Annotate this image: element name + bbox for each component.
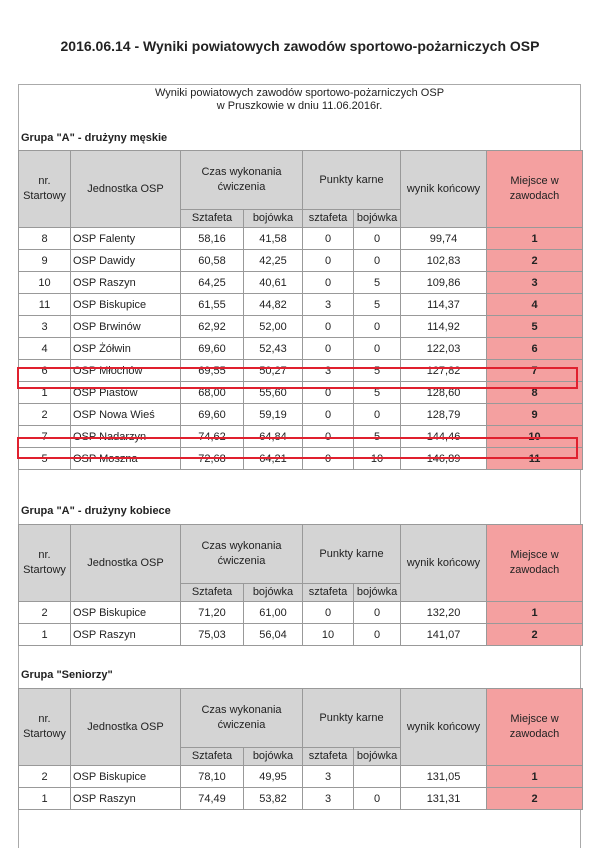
cell-bojowka: 52,00 [244, 316, 303, 338]
cell-place: 7 [487, 360, 583, 382]
cell-penalty-bojowka: 0 [354, 228, 401, 250]
cell-unit: OSP Żółwin [71, 338, 181, 360]
cell-sztafeta: 58,16 [181, 228, 244, 250]
header-start-no: nr. Startowy [19, 151, 71, 228]
cell-bojowka: 44,82 [244, 294, 303, 316]
cell-penalty-sztafeta: 0 [303, 448, 354, 470]
header-sztafeta-penalty: sztafeta [303, 210, 354, 228]
table-row [19, 294, 583, 316]
header-penalty: Punkty karne [303, 525, 401, 584]
cell-sztafeta: 69,55 [181, 360, 244, 382]
group-title-women: Grupa "A" - drużyny kobiece [21, 505, 171, 517]
cell-penalty-bojowka: 0 [354, 316, 401, 338]
cell-penalty-bojowka: 5 [354, 360, 401, 382]
cell-penalty-sztafeta: 10 [303, 624, 354, 646]
results-table-seniors [18, 688, 583, 810]
table-row [19, 766, 583, 788]
cell-unit: OSP Raszyn [71, 624, 181, 646]
cell-place: 2 [487, 788, 583, 810]
cell-sztafeta: 64,25 [181, 272, 244, 294]
cell-bojowka: 64,21 [244, 448, 303, 470]
cell-sztafeta: 75,03 [181, 624, 244, 646]
cell-start-no: 6 [19, 360, 71, 382]
table-row [19, 316, 583, 338]
cell-result: 132,20 [401, 602, 487, 624]
cell-place: 6 [487, 338, 583, 360]
cell-result: 141,07 [401, 624, 487, 646]
cell-unit: OSP Raszyn [71, 272, 181, 294]
document-title [18, 87, 581, 113]
cell-sztafeta: 68,00 [181, 382, 244, 404]
cell-result: 114,92 [401, 316, 487, 338]
cell-penalty-sztafeta: 0 [303, 272, 354, 294]
header-penalty: Punkty karne [303, 689, 401, 748]
cell-start-no: 2 [19, 404, 71, 426]
cell-unit: OSP Młochów [71, 360, 181, 382]
cell-place: 4 [487, 294, 583, 316]
cell-result: 131,31 [401, 788, 487, 810]
cell-sztafeta: 69,60 [181, 404, 244, 426]
header-bojowka-penalty: bojówka [354, 748, 401, 766]
cell-penalty-sztafeta: 0 [303, 250, 354, 272]
cell-place: 11 [487, 448, 583, 470]
cell-bojowka: 64,84 [244, 426, 303, 448]
cell-result: 128,79 [401, 404, 487, 426]
header-time: Czas wykonania ćwiczenia [181, 525, 303, 584]
table-row [19, 228, 583, 250]
cell-start-no: 9 [19, 250, 71, 272]
table-row [19, 250, 583, 272]
cell-penalty-sztafeta: 3 [303, 360, 354, 382]
cell-result: 128,60 [401, 382, 487, 404]
cell-result: 122,03 [401, 338, 487, 360]
cell-penalty-bojowka: 0 [354, 602, 401, 624]
table-row [19, 788, 583, 810]
results-table-men [18, 150, 583, 470]
header-bojowka-penalty: bojówka [354, 210, 401, 228]
cell-penalty-bojowka: 10 [354, 448, 401, 470]
cell-place: 1 [487, 228, 583, 250]
cell-bojowka: 55,60 [244, 382, 303, 404]
group-title-men: Grupa "A" - drużyny męskie [21, 132, 168, 144]
header-sztafeta: Sztafeta [181, 210, 244, 228]
header-bojowka-penalty: bojówka [354, 584, 401, 602]
highlight-mlochow [17, 367, 578, 389]
cell-penalty-sztafeta: 0 [303, 602, 354, 624]
group-title-seniors: Grupa "Seniorzy" [21, 669, 113, 681]
table-row [19, 272, 583, 294]
header-penalty: Punkty karne [303, 151, 401, 210]
cell-place: 2 [487, 624, 583, 646]
table-row [19, 338, 583, 360]
cell-start-no: 4 [19, 338, 71, 360]
cell-penalty-sztafeta: 3 [303, 294, 354, 316]
cell-bojowka: 49,95 [244, 766, 303, 788]
cell-unit: OSP Nadarzyn [71, 426, 181, 448]
header-start-no: nr. Startowy [19, 689, 71, 766]
cell-unit: OSP Falenty [71, 228, 181, 250]
cell-sztafeta: 72,68 [181, 448, 244, 470]
cell-start-no: 3 [19, 316, 71, 338]
header-sztafeta: Sztafeta [181, 584, 244, 602]
cell-penalty-sztafeta: 0 [303, 316, 354, 338]
cell-result: 127,82 [401, 360, 487, 382]
cell-bojowka: 40,61 [244, 272, 303, 294]
cell-bojowka: 41,58 [244, 228, 303, 250]
cell-penalty-sztafeta: 0 [303, 404, 354, 426]
cell-unit: OSP Raszyn [71, 788, 181, 810]
cell-start-no: 10 [19, 272, 71, 294]
cell-penalty-sztafeta: 0 [303, 228, 354, 250]
cell-start-no: 5 [19, 448, 71, 470]
cell-bojowka: 50,27 [244, 360, 303, 382]
cell-penalty-bojowka: 0 [354, 404, 401, 426]
cell-place: 1 [487, 602, 583, 624]
cell-result: 146,89 [401, 448, 487, 470]
header-unit: Jednostka OSP [71, 689, 181, 766]
cell-start-no: 1 [19, 624, 71, 646]
header-place: Miejsce w zawodach [487, 525, 583, 602]
cell-sztafeta: 78,10 [181, 766, 244, 788]
cell-start-no: 1 [19, 788, 71, 810]
header-unit: Jednostka OSP [71, 151, 181, 228]
cell-place: 5 [487, 316, 583, 338]
header-sztafeta: Sztafeta [181, 748, 244, 766]
cell-penalty-sztafeta: 3 [303, 788, 354, 810]
header-place: Miejsce w zawodach [487, 151, 583, 228]
cell-sztafeta: 62,92 [181, 316, 244, 338]
cell-result: 144,46 [401, 426, 487, 448]
cell-sztafeta: 60,58 [181, 250, 244, 272]
document-title-line1: Wyniki powiatowych zawodów sportowo-pożarniczych OSP [154, 87, 445, 99]
header-time: Czas wykonania ćwiczenia [181, 689, 303, 748]
cell-start-no: 2 [19, 602, 71, 624]
cell-result: 131,05 [401, 766, 487, 788]
cell-penalty-bojowka: 0 [354, 788, 401, 810]
cell-start-no: 1 [19, 382, 71, 404]
cell-penalty-sztafeta: 0 [303, 382, 354, 404]
cell-place: 1 [487, 766, 583, 788]
table-row [19, 404, 583, 426]
highlight-nadarzyn [17, 437, 578, 459]
cell-start-no: 7 [19, 426, 71, 448]
cell-penalty-sztafeta: 0 [303, 338, 354, 360]
cell-unit: OSP Dawidy [71, 250, 181, 272]
cell-place: 9 [487, 404, 583, 426]
header-start-no: nr. Startowy [19, 525, 71, 602]
cell-penalty-sztafeta: 3 [303, 766, 354, 788]
document-title-line2: w Pruszkowie w dniu 11.06.2016r. [216, 100, 383, 112]
cell-unit: OSP Biskupice [71, 766, 181, 788]
cell-bojowka: 52,43 [244, 338, 303, 360]
header-sztafeta-penalty: sztafeta [303, 748, 354, 766]
cell-sztafeta: 69,60 [181, 338, 244, 360]
cell-bojowka: 61,00 [244, 602, 303, 624]
table-row [19, 624, 583, 646]
cell-sztafeta: 71,20 [181, 602, 244, 624]
cell-result: 114,37 [401, 294, 487, 316]
cell-penalty-bojowka [354, 766, 401, 788]
cell-result: 99,74 [401, 228, 487, 250]
cell-sztafeta: 61,55 [181, 294, 244, 316]
header-unit: Jednostka OSP [71, 525, 181, 602]
cell-penalty-bojowka: 5 [354, 382, 401, 404]
cell-unit: OSP Biskupice [71, 602, 181, 624]
cell-bojowka: 59,19 [244, 404, 303, 426]
table-row [19, 602, 583, 624]
header-time: Czas wykonania ćwiczenia [181, 151, 303, 210]
cell-sztafeta: 74,49 [181, 788, 244, 810]
cell-penalty-bojowka: 0 [354, 250, 401, 272]
cell-result: 109,86 [401, 272, 487, 294]
cell-start-no: 2 [19, 766, 71, 788]
cell-penalty-bojowka: 5 [354, 272, 401, 294]
header-result: wynik końcowy [401, 151, 487, 228]
cell-place: 3 [487, 272, 583, 294]
header-result: wynik końcowy [401, 525, 487, 602]
cell-penalty-bojowka: 0 [354, 624, 401, 646]
cell-place: 10 [487, 426, 583, 448]
cell-unit: OSP Piastów [71, 382, 181, 404]
cell-penalty-bojowka: 5 [354, 426, 401, 448]
cell-sztafeta: 74,62 [181, 426, 244, 448]
header-result: wynik końcowy [401, 689, 487, 766]
cell-bojowka: 56,04 [244, 624, 303, 646]
cell-place: 8 [487, 382, 583, 404]
cell-bojowka: 42,25 [244, 250, 303, 272]
page-title: 2016.06.14 - Wyniki powiatowych zawodów sportowo-pożarniczych OSP [60, 38, 540, 54]
cell-penalty-sztafeta: 0 [303, 426, 354, 448]
cell-result: 102,83 [401, 250, 487, 272]
header-bojowka: bojówka [244, 584, 303, 602]
cell-bojowka: 53,82 [244, 788, 303, 810]
cell-start-no: 11 [19, 294, 71, 316]
results-table-women [18, 524, 583, 646]
cell-penalty-bojowka: 0 [354, 338, 401, 360]
header-bojowka: bojówka [244, 210, 303, 228]
cell-unit: OSP Nowa Wieś [71, 404, 181, 426]
cell-place: 2 [487, 250, 583, 272]
cell-unit: OSP Brwinów [71, 316, 181, 338]
header-bojowka: bojówka [244, 748, 303, 766]
cell-penalty-bojowka: 5 [354, 294, 401, 316]
cell-unit: OSP Biskupice [71, 294, 181, 316]
header-place: Miejsce w zawodach [487, 689, 583, 766]
header-sztafeta-penalty: sztafeta [303, 584, 354, 602]
cell-start-no: 8 [19, 228, 71, 250]
cell-unit: OSP Moszna [71, 448, 181, 470]
